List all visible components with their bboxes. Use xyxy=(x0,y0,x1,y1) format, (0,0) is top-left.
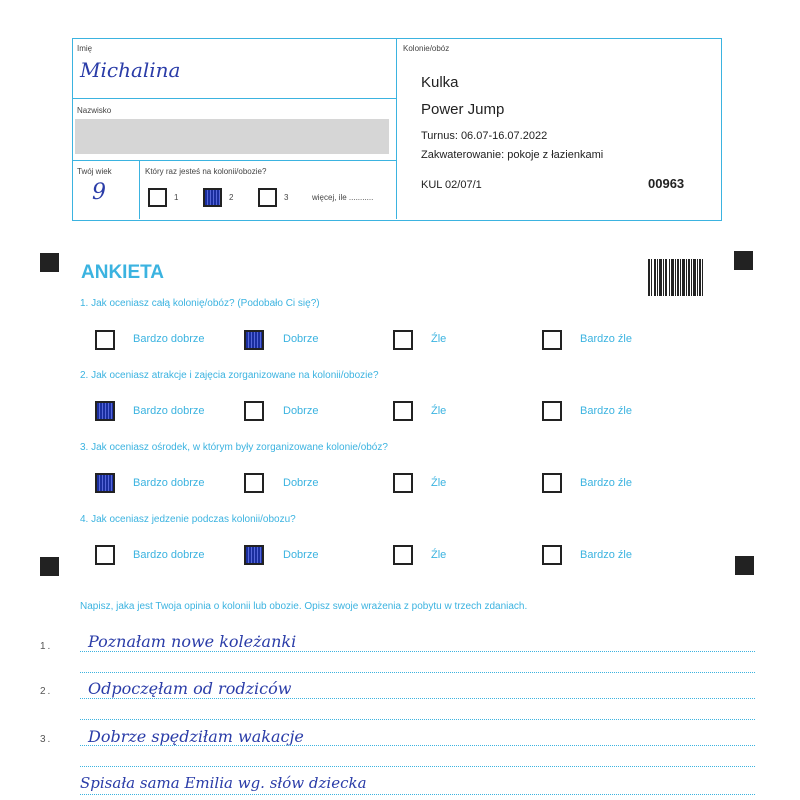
registration-marker-bottom-left xyxy=(40,557,59,576)
q3-label-zle: Źle xyxy=(431,477,447,489)
form-number: 00963 xyxy=(648,176,685,191)
ktory-raz-checkbox-2[interactable] xyxy=(203,188,222,207)
q4-checkbox-bardzo-dobrze[interactable] xyxy=(95,545,115,565)
line-number-1: 1. xyxy=(40,641,53,652)
q4-checkbox-bardzo-zle[interactable] xyxy=(542,545,562,565)
dotted-line-3 xyxy=(80,745,755,746)
q3-checkbox-zle[interactable] xyxy=(393,473,413,493)
dotted-line-3b xyxy=(80,766,755,767)
q4-checkbox-zle[interactable] xyxy=(393,545,413,565)
q1-checkbox-bardzo-zle[interactable] xyxy=(542,330,562,350)
dotted-line-2b xyxy=(80,719,755,720)
ktory-raz-checkbox-3[interactable] xyxy=(258,188,277,207)
survey-title: ANKIETA xyxy=(81,262,165,283)
opinion-prompt: Napisz, jaka jest Twoja opinia o kolonii lub obozie. Opisz swoje wrażenia z pobytu w trzech zdaniach. xyxy=(80,601,528,612)
ktory-raz-option-3: 3 xyxy=(284,193,289,202)
line-number-3: 3. xyxy=(40,734,53,745)
header-divider-3 xyxy=(139,160,140,219)
q1-label-bardzo-dobrze: Bardzo dobrze xyxy=(133,333,205,345)
q1-checkbox-zle[interactable] xyxy=(393,330,413,350)
wiek-value: 9 xyxy=(92,180,106,205)
q4-label-dobrze: Dobrze xyxy=(283,549,319,561)
q1-checkbox-dobrze[interactable] xyxy=(244,330,264,350)
q4-label-zle: Źle xyxy=(431,549,447,561)
opinion-answer-1: Poznałam nowe koleżanki xyxy=(88,632,297,651)
q4-checkbox-dobrze[interactable] xyxy=(244,545,264,565)
dotted-line-1b xyxy=(80,672,755,673)
q1-checkbox-bardzo-dobrze[interactable] xyxy=(95,330,115,350)
dotted-line-2 xyxy=(80,698,755,699)
opinion-answer-2: Odpoczęłam od rodziców xyxy=(88,679,292,698)
header-divider-2 xyxy=(72,160,396,161)
question-1: 1. Jak oceniasz całą kolonię/obóz? (Podobało Ci się?) xyxy=(80,298,320,309)
dotted-line-1 xyxy=(80,651,755,652)
q1-label-dobrze: Dobrze xyxy=(283,333,319,345)
ktory-raz-option-2: 2 xyxy=(229,193,234,202)
q3-checkbox-bardzo-zle[interactable] xyxy=(542,473,562,493)
header-divider-vertical xyxy=(396,38,397,219)
q2-label-zle: Źle xyxy=(431,405,447,417)
q3-checkbox-bardzo-dobrze[interactable] xyxy=(95,473,115,493)
q4-label-bardzo-zle: Bardzo źle xyxy=(580,549,632,561)
dotted-line-4 xyxy=(80,794,755,795)
q2-checkbox-bardzo-zle[interactable] xyxy=(542,401,562,421)
ktory-raz-option-more: więcej, ile ........... xyxy=(312,193,374,202)
registration-marker-top-right xyxy=(734,251,753,270)
q2-checkbox-dobrze[interactable] xyxy=(244,401,264,421)
opinion-answer-3: Dobrze spędziłam wakacje xyxy=(88,727,304,746)
camp-name: Kulka xyxy=(421,74,459,91)
ktory-raz-checkbox-1[interactable] xyxy=(148,188,167,207)
line-number-2: 2. xyxy=(40,686,53,697)
q3-checkbox-dobrze[interactable] xyxy=(244,473,264,493)
imie-value: Michalina xyxy=(80,58,181,82)
nazwisko-redacted xyxy=(75,119,389,154)
q2-label-bardzo-dobrze: Bardzo dobrze xyxy=(133,405,205,417)
header-divider-1 xyxy=(72,98,396,99)
program-name: Power Jump xyxy=(421,101,505,118)
camp-code: KUL 02/07/1 xyxy=(421,179,482,191)
turnus: Turnus: 06.07-16.07.2022 xyxy=(421,130,548,142)
nazwisko-label: Nazwisko xyxy=(77,106,112,115)
q2-checkbox-bardzo-dobrze[interactable] xyxy=(95,401,115,421)
imie-label: Imię xyxy=(77,44,93,53)
registration-marker-bottom-right xyxy=(735,556,754,575)
ktory-raz-label: Który raz jesteś na kolonii/obozie? xyxy=(145,167,267,176)
registration-marker-top-left xyxy=(40,253,59,272)
zakwaterowanie: Zakwaterowanie: pokoje z łazienkami xyxy=(421,149,604,161)
signature-note: Spisała sama Emilia wg. słów dziecka xyxy=(80,774,367,792)
wiek-label: Twój wiek xyxy=(77,167,112,176)
question-2: 2. Jak oceniasz atrakcje i zajęcia zorganizowane na kolonii/obozie? xyxy=(80,370,379,381)
ktory-raz-option-1: 1 xyxy=(174,193,179,202)
q4-label-bardzo-dobrze: Bardzo dobrze xyxy=(133,549,205,561)
q3-label-dobrze: Dobrze xyxy=(283,477,319,489)
q1-label-zle: Źle xyxy=(431,333,447,345)
q1-label-bardzo-zle: Bardzo źle xyxy=(580,333,632,345)
barcode-icon xyxy=(648,259,703,296)
q3-label-bardzo-zle: Bardzo źle xyxy=(580,477,632,489)
question-4: 4. Jak oceniasz jedzenie podczas kolonii/obozu? xyxy=(80,514,296,525)
question-3: 3. Jak oceniasz ośrodek, w którym były zorganizowane kolonie/obóz? xyxy=(80,442,388,453)
kolonie-label: Kolonie/obóz xyxy=(403,44,450,53)
q2-label-dobrze: Dobrze xyxy=(283,405,319,417)
q2-checkbox-zle[interactable] xyxy=(393,401,413,421)
q3-label-bardzo-dobrze: Bardzo dobrze xyxy=(133,477,205,489)
q2-label-bardzo-zle: Bardzo źle xyxy=(580,405,632,417)
